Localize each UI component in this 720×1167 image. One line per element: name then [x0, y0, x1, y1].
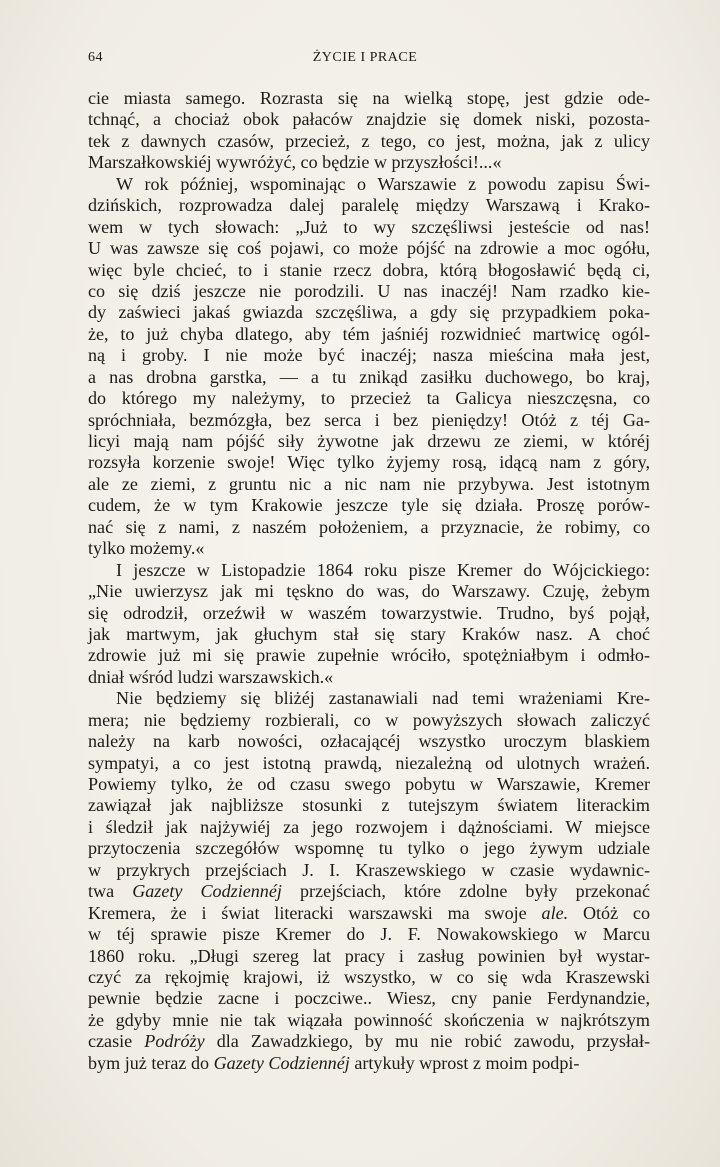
- text-segment: Powiemy tylko, że od czasu swego pobytu w Warszawie, Kremer: [88, 774, 650, 794]
- text-segment: bym już teraz do: [88, 1052, 214, 1073]
- text-segment: rozsyła korzenie swoje! Więc tylko żyjemy rosą, idącą nam z góry,: [88, 452, 650, 473]
- text-segment: w téj sprawie pisze Kremer do J. F. Nowakowskiego w Marcu: [88, 924, 650, 945]
- text-line: [88, 667, 650, 688]
- text-line: [88, 324, 650, 345]
- text-line: [88, 967, 650, 988]
- running-head: [88, 50, 642, 72]
- text-line: [88, 388, 650, 409]
- text-segment: zdrowie już mi się prawie zupełnie wróciło, spotężniałbym i odmło-: [88, 645, 650, 666]
- text-segment: jak martwym, jak głuchym stał się stary Kraków nasz. A choć: [88, 623, 650, 644]
- text-line: [88, 624, 650, 645]
- text-segment: 1860 roku. „Długi szereg lat pracy i zasług powinien był wystar-: [88, 945, 650, 966]
- text-segment: należy na karb nowości, ozłacającéj wszystko uroczym blaskiem: [88, 731, 650, 752]
- text-line: [88, 260, 650, 281]
- text-line: [88, 881, 650, 902]
- text-segment: czasie: [88, 1031, 145, 1052]
- text-line: [88, 1010, 650, 1031]
- text-segment: Marszałkowskiéj wywróżyć, co będzie w przyszłości!...«: [88, 152, 502, 173]
- text-line: [88, 495, 650, 516]
- text-segment: dzińskich, rozprowadza dalej paralelę między Warszawą i Krako-: [88, 195, 650, 216]
- text-line: [88, 174, 650, 195]
- text-line: [88, 431, 650, 452]
- paragraph: [88, 560, 650, 689]
- italic-title: ale.: [541, 902, 569, 923]
- text-line: [88, 817, 650, 838]
- text-line: [88, 410, 650, 431]
- text-line: [88, 131, 650, 152]
- text-segment: ną i groby. I nie może być inaczéj; nasza mieścina mała jest,: [88, 345, 650, 366]
- text-line: [88, 603, 650, 624]
- text-segment: U was zawsze się coś pojawi, co może pójść na zdrowie a moc ogółu,: [88, 238, 650, 259]
- text-segment: mera; nie będziemy rozbierali, co w powyższych słowach zaliczyć: [88, 709, 650, 730]
- text-line: [88, 88, 650, 109]
- italic-title: Gazety Codziennéj: [132, 881, 282, 902]
- text-line: [88, 710, 650, 731]
- text-segment: I jeszcze w Listopadzie 1864 roku pisze Kremer do Wójcickiego:: [116, 559, 650, 580]
- paragraph: [88, 688, 650, 1074]
- text-line: [88, 688, 650, 709]
- text-line: [88, 109, 650, 130]
- text-segment: przytoczenia szczegółów wspomnę tu tylko o jego żywym udziale: [88, 838, 650, 859]
- page-number: 64: [88, 50, 103, 65]
- text-segment: nać się z nami, z naszém położeniem, a przyznacie, że robimy, co: [88, 516, 650, 537]
- text-segment: przejściach, które zdolne były przekonać: [281, 881, 650, 902]
- text-segment: co się dziś jeszcze nie porodzili. U nas inaczéj! Nam rzadko kie-: [88, 280, 650, 301]
- text-line: [88, 152, 650, 173]
- text-segment: dy zaświeci jakaś gwiazda szczęśliwa, a gdy się przypadkiem poka-: [88, 302, 650, 323]
- text-segment: ale ze ziemi, z gruntu nic a nic nam nie przybywa. Jest istotnym: [88, 473, 650, 494]
- text-line: [88, 1053, 650, 1074]
- text-line: [88, 753, 650, 774]
- text-segment: artykuły wprost z moim podpi-: [349, 1052, 580, 1073]
- text-line: [88, 795, 650, 816]
- text-segment: twa: [88, 881, 133, 902]
- text-line: [88, 860, 650, 881]
- text-line: [88, 195, 650, 216]
- text-segment: do którego my należymy, to przecież ta Galicya nieszczęsna, co: [88, 388, 650, 409]
- text-line: [88, 345, 650, 366]
- text-line: [88, 731, 650, 752]
- text-line: [88, 452, 650, 473]
- text-line: [88, 367, 650, 388]
- text-segment: czyć za rękojmię krajowi, iż wszystko, w co się wda Kraszewski: [88, 966, 650, 987]
- paragraph: [88, 174, 650, 560]
- text-segment: się odrodził, orzeźwił w waszém towarzystwie. Trudno, byś pojął,: [88, 602, 650, 623]
- text-line: [88, 217, 650, 238]
- text-line: [88, 560, 650, 581]
- text-line: [88, 538, 650, 559]
- text-segment: więc byle chcieć, to i stanie rzecz dobra, którą błogosławić będą ci,: [88, 259, 650, 280]
- text-segment: cie miasta samego. Rozrasta się na wielką stopę, jest gdzie ode-: [88, 88, 650, 108]
- text-segment: Otóż co: [568, 902, 651, 923]
- text-segment: tylko możemy.«: [88, 538, 205, 559]
- text-line: [88, 903, 650, 924]
- text-segment: że, to już chyba dlatego, aby tém jaśniéj rozwidnieć martwicę ogól-: [88, 323, 650, 344]
- paragraph: [88, 88, 650, 174]
- text-line: [88, 474, 650, 495]
- text-segment: W rok później, wspominając o Warszawie z powodu zapisu Świ-: [116, 173, 650, 194]
- italic-title: Podróży: [144, 1031, 205, 1052]
- text-line: [88, 581, 650, 602]
- text-segment: Kremera, że i świat literacki warszawski ma swoje: [88, 902, 542, 923]
- text-segment: pewnie będzie zacne i poczciwe.. Wiesz, cny panie Ferdynandzie,: [88, 988, 650, 1009]
- text-segment: Nie będziemy się bliżéj zastanawiali nad temi wrażeniami Kre-: [116, 688, 650, 709]
- text-segment: a nas drobna garstka, — a tu znikąd zasiłku duchowego, bo kraj,: [88, 366, 650, 387]
- text-segment: i śledził jak najżywiéj za jego rozwojem i dążnościami. W miejsce: [88, 816, 650, 837]
- text-line: [88, 281, 650, 302]
- text-segment: dniał wśród ludzi warszawskich.«: [88, 666, 334, 687]
- text-line: [88, 517, 650, 538]
- text-segment: wem w tych słowach: „Już to wy szczęśliwsi jesteście od nas!: [88, 216, 650, 237]
- text-segment: sympatyi, a co jest istotną prawdą, niezależną od ulotnych wrażeń.: [88, 752, 650, 773]
- text-line: [88, 302, 650, 323]
- text-line: [88, 946, 650, 967]
- text-segment: tek z dawnych czasów, przecież, z tego, co jest, można, jak z ulicy: [88, 130, 650, 151]
- italic-title: Gazety Codziennéj: [213, 1052, 350, 1073]
- text-segment: dla Zawadzkiego, by mu nie robić zawodu, przysłał-: [204, 1031, 651, 1052]
- text-line: [88, 774, 650, 795]
- text-line: [88, 838, 650, 859]
- text-segment: tchnąć, a chociaż obok pałaców znajdzie się domek niski, pozosta-: [88, 109, 650, 130]
- text-segment: że gdyby mnie nie tak wiązała powinność skończenia w najkrótszym: [88, 1009, 650, 1030]
- running-title: ŻYCIE I PRACE: [312, 50, 418, 65]
- body-text: [88, 88, 650, 1074]
- text-segment: w przykrych przejściach J. I. Kraszewskiego w czasie wydawnic-: [88, 859, 650, 880]
- text-line: [88, 988, 650, 1009]
- text-line: [88, 645, 650, 666]
- text-line: [88, 924, 650, 945]
- text-line: [88, 238, 650, 259]
- text-segment: cudem, że w tym Krakowie jeszcze tyle się działa. Proszę porów-: [88, 495, 650, 516]
- text-segment: licyi mają nam pójść siły żywotne jak drzewu ze ziemi, w któréj: [88, 431, 650, 451]
- text-segment: „Nie uwierzysz jak mi tęskno do was, do Warszawy. Czuję, żebym: [88, 581, 650, 602]
- text-line: [88, 1031, 650, 1052]
- text-segment: spróchniała, bezmózgła, bez serca i bez pieniędzy! Otóż z téj Ga-: [88, 409, 650, 430]
- text-segment: zawiązał jak najbliższe stosunki z tutejszym światem literackim: [88, 795, 650, 816]
